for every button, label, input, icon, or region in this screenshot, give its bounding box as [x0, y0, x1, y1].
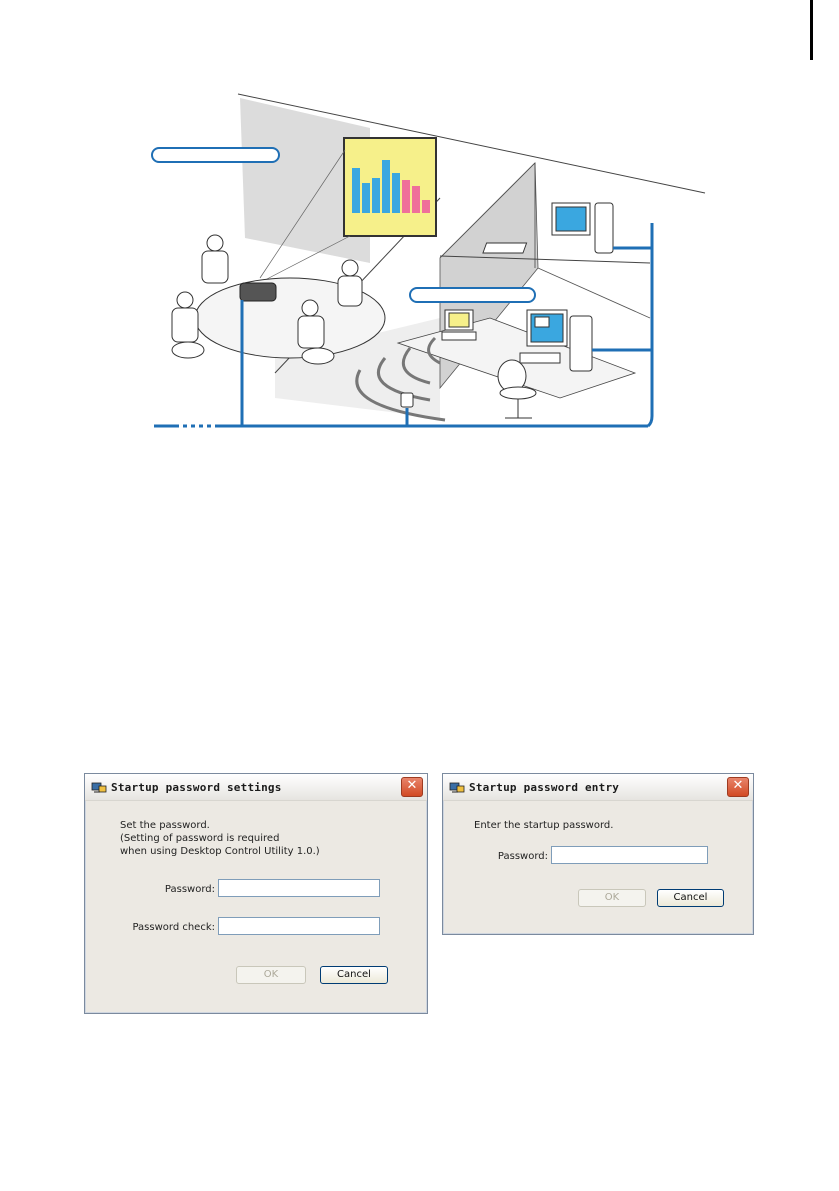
app-icon: [91, 780, 107, 794]
chart-bar-8: [422, 200, 430, 213]
person-3: [172, 292, 198, 342]
password-label: Password:: [164, 884, 215, 895]
startup-password-settings-dialog: [84, 773, 428, 1014]
cancel-button[interactable]: Cancel: [320, 966, 388, 984]
instruction-line-3: when using Desktop Control Utility 1.0.): [120, 846, 320, 857]
password-check-input[interactable]: [218, 917, 380, 935]
chart-bar-5: [392, 173, 400, 213]
ok-button[interactable]: OK: [578, 889, 646, 907]
cancel-button[interactable]: Cancel: [657, 889, 724, 907]
label-bubble-2: [410, 288, 535, 302]
dialog-title: Startup password settings: [111, 780, 282, 794]
chart-bar-3: [372, 178, 380, 213]
network-illustration: [140, 88, 710, 438]
person-1: [202, 235, 228, 283]
instruction-text: Enter the startup password.: [474, 820, 614, 831]
startup-password-entry-dialog: [442, 773, 754, 935]
password-input[interactable]: [218, 879, 380, 897]
instruction-line-2: (Setting of password is required: [120, 833, 280, 844]
title-bar: [443, 774, 753, 801]
chart-bar-6: [402, 180, 410, 213]
chart-bar-2: [362, 183, 370, 213]
close-button[interactable]: ✕: [401, 777, 423, 797]
lower-computer: [520, 310, 592, 371]
instruction-line-1: Set the password.: [120, 820, 210, 831]
laptop: [442, 310, 476, 340]
password-label: Password:: [497, 851, 548, 862]
projector: [240, 283, 276, 301]
title-bar: [85, 774, 427, 801]
dialog-title: Startup password entry: [469, 780, 620, 794]
label-bubble-1: [152, 148, 279, 162]
page-edge-bar: [810, 0, 813, 60]
app-icon: [449, 780, 465, 794]
chart-bar-1: [352, 168, 360, 213]
chart-bar-4: [382, 160, 390, 213]
ok-button[interactable]: OK: [236, 966, 306, 984]
chart-bar-7: [412, 186, 420, 213]
password-check-label: Password check:: [132, 922, 215, 933]
access-point: [401, 393, 413, 407]
password-input[interactable]: [551, 846, 708, 864]
person-2: [338, 260, 362, 306]
close-button[interactable]: ✕: [727, 777, 749, 797]
